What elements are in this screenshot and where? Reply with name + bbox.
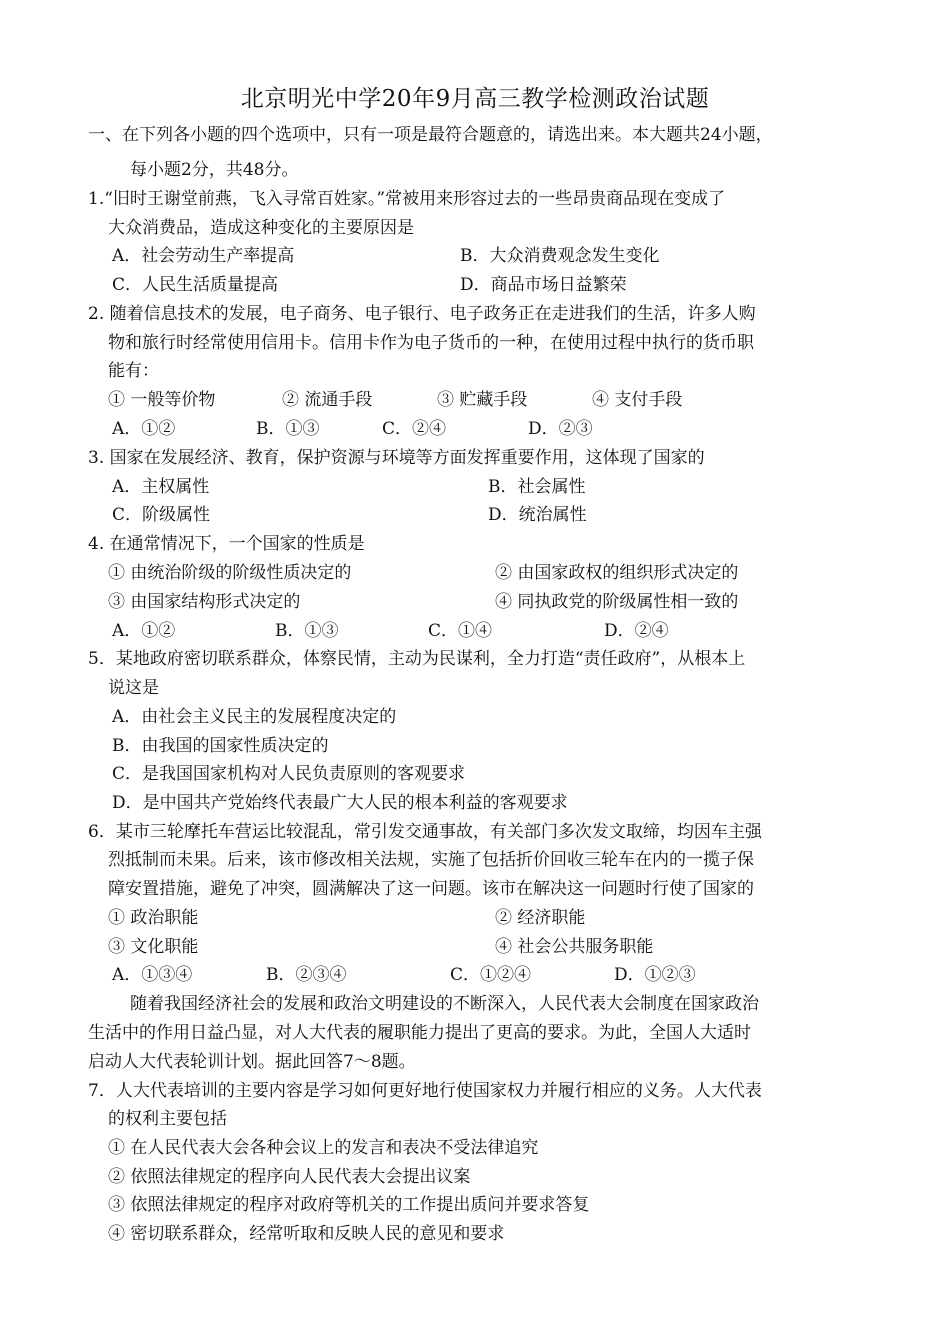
question-6-stem-line-2: 烈抵制而未果。后来，该市修改相关法规，实施了包括折价回收三轮车在内的一揽子保 — [108, 850, 754, 870]
question-3-option-a: A．主权属性 — [112, 477, 210, 497]
question-6-statement-3: ③ 文化职能 — [108, 937, 199, 957]
question-7-stem-line-1: 7．人大代表培训的主要内容是学习如何更好地行使国家权力并履行相应的义务。人大代表 — [88, 1081, 762, 1101]
question-1-option-d: D．商品市场日益繁荣 — [460, 275, 627, 295]
question-6-option-c: C．①②④ — [450, 965, 532, 985]
question-6-option-a: A．①③④ — [112, 965, 193, 985]
question-3-option-b: B．社会属性 — [488, 477, 586, 497]
question-7-statement-3: ③ 依照法律规定的程序对政府等机关的工作提出质问并要求答复 — [108, 1195, 590, 1215]
question-4-stem: 4. 在通常情况下，一个国家的性质是 — [88, 534, 365, 554]
question-6-stem-line-3: 障安置措施，避免了冲突，圆满解决了这一问题。该市在解决这一问题时行使了国家的 — [108, 879, 754, 899]
question-6-stem-line-1: 6．某市三轮摩托车营运比较混乱，常引发交通事故，有关部门多次发文取缔，均因车主强 — [88, 822, 762, 842]
question-4-statement-3: ③ 由国家结构形式决定的 — [108, 592, 301, 612]
question-2-stem-line-3: 能有： — [108, 361, 159, 381]
question-1-stem-line-2: 大众消费品，造成这种变化的主要原因是 — [108, 218, 414, 238]
question-4-statement-2: ② 由国家政权的组织形式决定的 — [495, 563, 739, 583]
question-2-statement-2: ② 流通手段 — [282, 390, 373, 410]
question-5-stem-line-2: 说这是 — [108, 678, 159, 698]
question-2-option-d: D．②③ — [528, 419, 593, 439]
question-6-statement-2: ② 经济职能 — [495, 908, 586, 928]
question-2-statement-1: ① 一般等价物 — [108, 390, 216, 410]
question-5-option-c: C．是我国国家机构对人民负责原则的客观要求 — [112, 764, 466, 784]
passage-line-3: 启动人大代表轮训计划。据此回答7～8题。 — [88, 1052, 416, 1072]
question-6-statement-1: ① 政治职能 — [108, 908, 199, 928]
question-2-stem-line-1: 2. 随着信息技术的发展，电子商务、电子银行、电子政务正在走进我们的生活，许多人购 — [88, 304, 756, 324]
question-5-option-d: D．是中国共产党始终代表最广大人民的根本利益的客观要求 — [112, 793, 568, 813]
passage-line-2: 生活中的作用日益凸显，对人大代表的履职能力提出了更高的要求。为此，全国人大适时 — [88, 1023, 751, 1043]
page-title: 北京明光中学20年9月高三教学检测政治试题 — [240, 86, 710, 112]
question-2-stem-line-2: 物和旅行时经常使用信用卡。信用卡作为电子货币的一种，在使用过程中执行的货币职 — [108, 333, 754, 353]
section-instructions-line-2: 每小题2分，共48分。 — [130, 160, 299, 180]
question-6-option-d: D．①②③ — [614, 965, 696, 985]
question-6-statement-4: ④ 社会公共服务职能 — [495, 937, 654, 957]
question-4-option-c: C．①④ — [428, 621, 493, 641]
question-4-option-d: D．②④ — [604, 621, 669, 641]
section-instructions-line-1: 一、在下列各小题的四个选项中，只有一项是最符合题意的，请选出来。本大题共24小题， — [88, 125, 773, 145]
question-1-option-c: C．人民生活质量提高 — [112, 275, 279, 295]
question-1-option-b: B．大众消费观念发生变化 — [460, 246, 660, 266]
question-1-option-a: A．社会劳动生产率提高 — [112, 246, 295, 266]
question-2-statement-3: ③ 贮藏手段 — [437, 390, 528, 410]
question-2-statement-4: ④ 支付手段 — [592, 390, 683, 410]
question-3-option-c: C．阶级属性 — [112, 505, 211, 525]
question-7-statement-4: ④ 密切联系群众，经常听取和反映人民的意见和要求 — [108, 1224, 505, 1244]
question-7-statement-1: ① 在人民代表大会各种会议上的发言和表决不受法律追究 — [108, 1138, 539, 1158]
question-5-option-b: B．由我国的国家性质决定的 — [112, 736, 329, 756]
question-4-option-b: B．①③ — [275, 621, 339, 641]
question-4-statement-1: ① 由统治阶级的阶级性质决定的 — [108, 563, 352, 583]
question-4-statement-4: ④ 同执政党的阶级属性相一致的 — [495, 592, 739, 612]
question-6-option-b: B．②③④ — [266, 965, 347, 985]
question-3-option-d: D．统治属性 — [488, 505, 587, 525]
question-5-stem-line-1: 5．某地政府密切联系群众，体察民情，主动为民谋利，全力打造“责任政府”，从根本上 — [88, 649, 746, 669]
question-1-stem-line-1: 1.“旧时王谢堂前燕，飞入寻常百姓家。”常被用来形容过去的一些昂贵商品现在变成了 — [88, 189, 726, 209]
passage-line-1: 随着我国经济社会的发展和政治文明建设的不断深入，人民代表大会制度在国家政治 — [130, 994, 759, 1014]
question-7-stem-line-2: 的权利主要包括 — [108, 1109, 227, 1129]
question-4-option-a: A．①② — [112, 621, 176, 641]
question-2-option-a: A．①② — [112, 419, 176, 439]
question-7-statement-2: ② 依照法律规定的程序向人民代表大会提出议案 — [108, 1167, 471, 1187]
question-2-option-b: B．①③ — [256, 419, 320, 439]
question-5-option-a: A．由社会主义民主的发展程度决定的 — [112, 707, 397, 727]
question-3-stem: 3. 国家在发展经济、教育，保护资源与环境等方面发挥重要作用，这体现了国家的 — [88, 448, 705, 468]
question-2-option-c: C．②④ — [382, 419, 447, 439]
